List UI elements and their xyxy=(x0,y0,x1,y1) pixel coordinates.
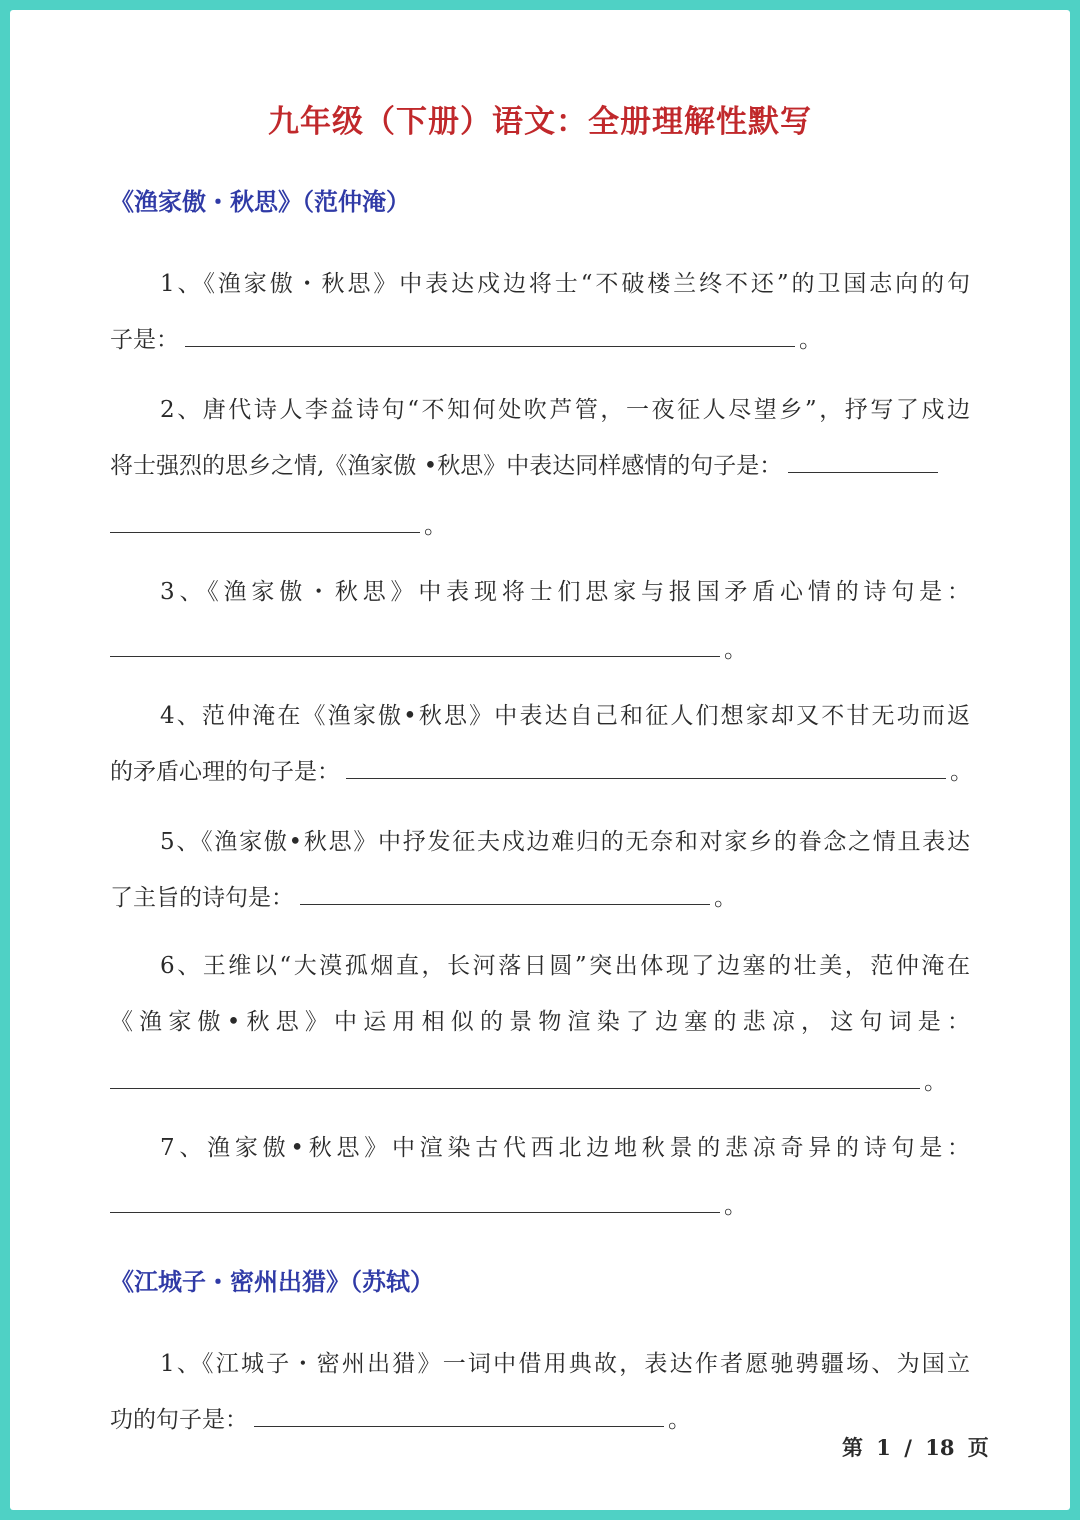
period: 。 xyxy=(950,759,973,785)
question-line xyxy=(110,752,973,792)
question-text: 子是： xyxy=(110,327,179,353)
question-line: 7、渔家傲•秋思》中渲染古代西北边地秋景的悲凉奇异的诗句是： xyxy=(160,1135,970,1161)
page-title: 九年级（下册）语文：全册理解性默写 xyxy=(268,104,812,140)
answer-blank[interactable] xyxy=(110,1087,920,1089)
answer-blank[interactable] xyxy=(788,471,938,473)
answer-blank[interactable] xyxy=(254,1425,664,1427)
period: 。 xyxy=(668,1407,691,1433)
question-line xyxy=(110,320,970,360)
question-text: 的矛盾心理的句子是： xyxy=(110,759,340,785)
question-line xyxy=(110,630,970,670)
question-line: 2、唐代诗人李益诗句“不知何处吹芦管，一夜征人尽望乡”，抒写了戍边 xyxy=(160,397,970,423)
question-line xyxy=(110,446,970,486)
answer-blank[interactable] xyxy=(185,345,795,347)
question-line xyxy=(110,506,970,546)
question-line: 6、王维以“大漠孤烟直，长河落日圆”突出体现了边塞的壮美，范仲淹在 xyxy=(160,953,970,979)
page-number: 第 1 / 18 页 xyxy=(842,1435,989,1460)
answer-blank[interactable] xyxy=(110,531,420,533)
document-page xyxy=(10,10,1070,1510)
question-text: 功的句子是： xyxy=(110,1407,248,1433)
period: 。 xyxy=(424,513,447,539)
answer-blank[interactable] xyxy=(110,655,720,657)
period: 。 xyxy=(724,1193,747,1219)
question-line xyxy=(110,878,970,918)
question-line: 5、《渔家傲•秋思》中抒发征夫戍边难归的无奈和对家乡的眷念之情且表达 xyxy=(160,829,970,855)
period: 。 xyxy=(799,327,822,353)
question-line: 4、范仲淹在《渔家傲•秋思》中表达自己和征人们想家却又不甘无功而返 xyxy=(160,703,970,729)
question-line xyxy=(110,1062,970,1102)
answer-blank[interactable] xyxy=(110,1211,720,1213)
answer-blank[interactable] xyxy=(346,777,946,779)
question-line: 1、《渔家傲・秋思》中表达戍边将士“不破楼兰终不还”的卫国志向的句 xyxy=(160,271,970,297)
question-line: 《渔家傲•秋思》中运用相似的景物渲染了边塞的悲凉，这句词是： xyxy=(110,1009,970,1035)
question-line: 1、《江城子・密州出猎》一词中借用典故，表达作者愿驰骋疆场、为国立 xyxy=(160,1351,970,1377)
question-text: 了主旨的诗句是： xyxy=(110,885,294,911)
answer-blank[interactable] xyxy=(300,903,710,905)
question-line xyxy=(110,1186,970,1226)
period: 。 xyxy=(924,1069,947,1095)
question-line: 3、《渔家傲・秋思》中表现将士们思家与报国矛盾心情的诗句是： xyxy=(160,579,970,605)
period: 。 xyxy=(724,637,747,663)
section-heading-yujiaao: 《渔家傲・秋思》（范仲淹） xyxy=(110,187,410,216)
question-line xyxy=(110,1400,970,1440)
question-text: 将士强烈的思乡之情,《渔家傲 •秋思》中表达同样感情的句子是： xyxy=(110,453,783,479)
period: 。 xyxy=(714,885,737,911)
section-heading-jiangchengzi: 《江城子・密州出猎》（苏轼） xyxy=(110,1267,434,1296)
